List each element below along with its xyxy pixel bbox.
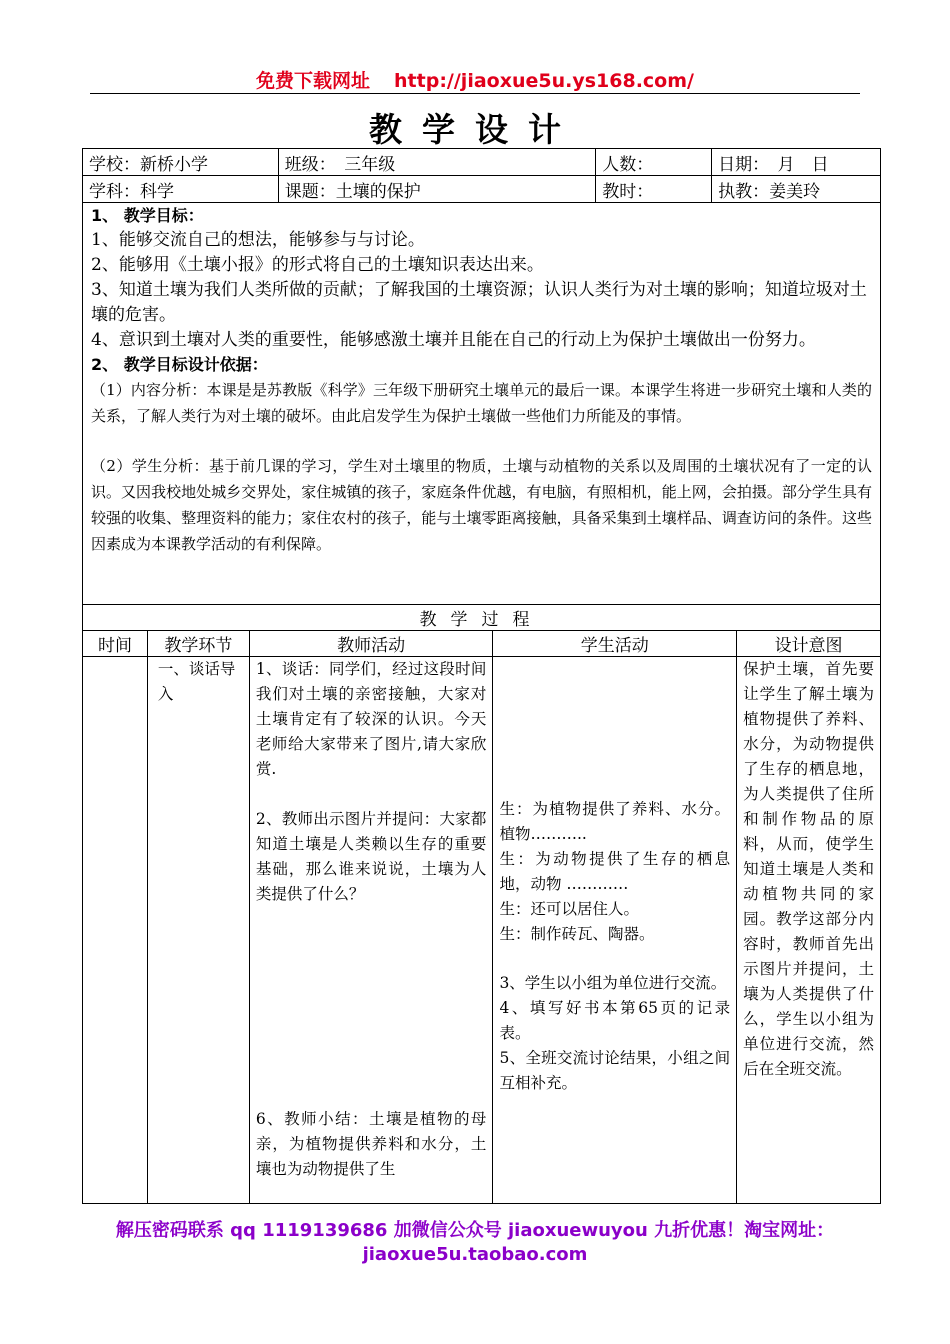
column-header: 教师活动 <box>249 631 493 657</box>
count-cell: 人数： <box>596 149 712 176</box>
design-intent: 保护土壤，首先要让学生了解土壤为植物提供了养料、水分，为动物提供了生存的栖息地，为人类提供了住所和制作物品的原料，从而，使学生知道土壤是人类和动植物共同的家园。教学这部分内容时，教师首先出示图片并提问，土壤为人类提供了什么，学生以小组为单位进行交流，然后在全班交流。 <box>743 660 874 1078</box>
goal-item: 4、意识到土壤对人类的重要性，能够感激土壤并且能在自己的行动上为保护土壤做出一份努力。 <box>91 330 816 350</box>
process-table <box>82 604 881 1204</box>
hours-cell: 教时： <box>596 176 712 203</box>
subject-cell: 学科：科学 <box>83 176 279 203</box>
student-answer: 生：为动物提供了生存的栖息地，动物 ………… <box>499 850 731 893</box>
column-header: 时间 <box>83 631 148 657</box>
student-answer: 生：制作砖瓦、陶器。 <box>499 925 655 943</box>
class-cell: 班级： 三年级 <box>278 149 596 176</box>
info-row <box>83 149 881 176</box>
teacher-step: 2、教师出示图片并提问：大家都知道土壤是人类赖以生存的重要基础，那么谁来说说，土壤为人类提供了什么？ <box>255 810 487 903</box>
student-step: 3、学生以小组为单位进行交流。 <box>499 974 727 992</box>
student-activity-cell <box>493 657 737 1204</box>
column-header: 教学环节 <box>147 631 249 657</box>
student-answer: 生：还可以居住人。 <box>499 900 639 918</box>
header-divider <box>90 93 860 94</box>
date-cell: 日期： 月 日 <box>712 149 881 176</box>
student-answer: 生：为植物提供了养料、水分。植物……….. <box>499 800 731 843</box>
footer-shop-link[interactable]: jiaoxue5u.taobao.com <box>362 1244 588 1265</box>
teacher-cell: 执教：姜美玲 <box>712 176 881 203</box>
goal-item: 1、能够交流自己的想法，能够参与与讨论。 <box>91 230 425 250</box>
header-label: 免费下载网址 <box>256 70 371 92</box>
info-row <box>83 176 881 203</box>
basis-heading: 2、 教学目标设计依据： <box>91 355 268 374</box>
process-title: 教学过程 <box>83 605 881 631</box>
teacher-activity-cell <box>249 657 493 1204</box>
footer-promo <box>0 1219 950 1267</box>
info-table <box>82 148 881 203</box>
header-url-link[interactable]: http://jiaoxue5u.ys168.com/ <box>394 70 694 92</box>
header-download-line <box>0 66 950 93</box>
topic-cell: 课题：土壤的保护 <box>278 176 596 203</box>
stage-cell: 一、谈话导入 <box>147 657 249 1204</box>
teacher-step: 6、教师小结：土壤是植物的母亲，为植物提供养料和水分，土壤也为动物提供了生 <box>255 1110 487 1178</box>
teacher-step: 1、谈话：同学们，经过这段时间我们对土壤的亲密接触，大家对土壤肯定有了较深的认识。今天老师给大家带来了图片,请大家欣赏. <box>255 660 487 778</box>
content-analysis: （1）内容分析：本课是是苏教版《科学》三年级下册研究土壤单元的最后一课。本课学生将进一步研究土壤和人类的关系，了解人类行为对土壤的破坏。由此启发学生为保护土壤做一些他们力所能及的事情。 <box>91 381 872 425</box>
student-step: 4、填写好书本第65页的记录表。 <box>499 999 731 1042</box>
teaching-goals-section <box>82 202 881 605</box>
column-header: 设计意图 <box>737 631 881 657</box>
page-title: 教学设计 <box>369 110 581 149</box>
student-step: 5、全班交流讨论结果，小组之间互相补充。 <box>499 1049 731 1092</box>
column-header: 学生活动 <box>493 631 737 657</box>
footer-line: 解压密码联系 qq 1119139686 加微信公众号 jiaoxuewuyou 九折优惠！淘宝网址： <box>115 1220 835 1241</box>
column-header-row <box>83 631 881 657</box>
goal-item: 2、能够用《土壤小报》的形式将自己的土壤知识表达出来。 <box>91 255 544 275</box>
time-cell <box>83 657 148 1204</box>
goals-heading: 1、 教学目标： <box>91 206 204 225</box>
school-cell: 学校：新桥小学 <box>83 149 279 176</box>
student-analysis: （2）学生分析：基于前几课的学习，学生对土壤里的物质，土壤与动植物的关系以及周围的土壤状况有了一定的认识。又因我校地处城乡交界处，家住城镇的孩子，家庭条件优越，有电脑，有照相机，能上网，会拍摄。部分学生具有较强的收集、整理资料的能力；家住农村的孩子，能与土壤零距离接触，具备采集到土壤样品、调查访问的条件。这些因素成为本课教学活动的有利保障。 <box>91 457 872 553</box>
goal-item: 3、知道土壤为我们人类所做的贡献；了解我国的土壤资源；认识人类行为对土壤的影响；知道垃圾对土壤的危害。 <box>91 280 867 325</box>
design-intent-cell <box>737 657 881 1204</box>
table-row <box>83 657 881 1204</box>
